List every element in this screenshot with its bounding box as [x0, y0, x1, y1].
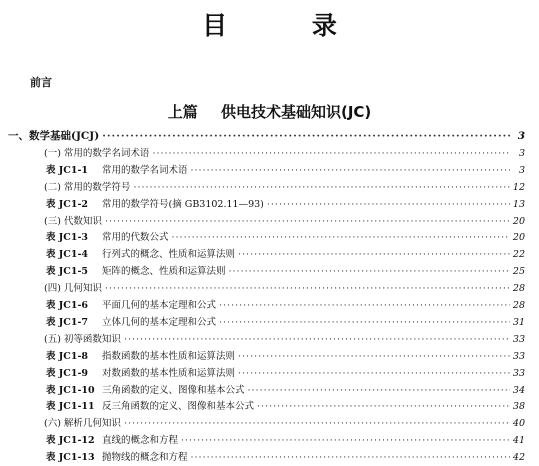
toc-entry[interactable]	[46, 348, 525, 364]
toc-entry-title: 常用的数学符号(摘 GB3102.11—93)	[102, 198, 264, 210]
toc-entry-page-number: 28	[512, 283, 525, 295]
toc-entry-page-number: 40	[512, 418, 525, 430]
preface-link[interactable]: 前言	[30, 76, 52, 89]
toc-entry-number: 表 JC1-7	[46, 316, 89, 328]
toc-entry-number: 表 JC1-13	[46, 452, 95, 464]
toc-leader-dots	[105, 216, 510, 227]
toc-entry-number: 表 JC1-9	[46, 367, 89, 379]
toc-entry-page-number: 3	[517, 130, 525, 142]
toc-entry[interactable]	[46, 449, 525, 465]
toc-entry[interactable]	[46, 365, 525, 381]
toc-leader-dots	[191, 165, 510, 176]
toc-entry-number: 表 JC1-3	[46, 232, 89, 244]
toc-entry-number: 表 JC1-2	[46, 198, 89, 210]
toc-entry-page-number: 42	[512, 452, 525, 464]
toc-leader-dots	[219, 300, 510, 311]
toc-entry-title: 平面几何的基本定理和公式	[102, 300, 217, 311]
toc-entry-page-number: 34	[512, 384, 525, 396]
toc-entry-title: 一、数学基础(JCJ)	[8, 130, 100, 142]
toc-entry[interactable]	[46, 246, 525, 262]
toc-entry-number: 表 JC1-11	[46, 401, 95, 413]
toc-leader-dots	[257, 401, 510, 412]
toc-entry-title: 立体几何的基本定理和公式	[102, 316, 217, 328]
toc-entry[interactable]	[46, 297, 525, 313]
toc-leader-dots	[229, 266, 510, 277]
toc-leader-dots	[238, 351, 510, 362]
toc-entry-title: 常用的数学名词术语	[102, 164, 188, 176]
toc-leader-dots	[124, 334, 510, 345]
toc-entry-number: 表 JC1-8	[46, 350, 89, 362]
toc-entry-number: 表 JC1-6	[46, 300, 89, 311]
toc-entry-title: 行列式的概念、性质和运算法则	[102, 249, 236, 261]
toc-leader-dots	[102, 130, 510, 142]
toc-entry-title: 常用的代数公式	[102, 232, 169, 244]
toc-entry[interactable]	[44, 331, 525, 347]
toc-entry-title: (三) 代数知识	[44, 215, 102, 227]
toc-entry-number: 表 JC1-1	[46, 164, 89, 176]
toc-leader-dots	[105, 283, 510, 294]
toc-entry-page-number: 31	[512, 316, 525, 328]
toc-entry-page-number: 28	[512, 300, 525, 311]
toc-entry-page-number: 20	[512, 215, 525, 227]
toc-entry-page-number: 33	[512, 367, 525, 379]
toc-entry-page-number: 20	[512, 232, 525, 244]
toc-leader-dots	[238, 249, 510, 260]
toc-entry-page-number: 33	[512, 350, 525, 362]
toc-entry-title: 抛物线的概念和方程	[102, 452, 188, 464]
page-title: 目 录	[202, 11, 375, 40]
toc-entry[interactable]	[46, 162, 525, 178]
toc-entry-page-number: 3	[518, 164, 525, 176]
toc-entry-title: 反三角函数的定义、图像和基本公式	[102, 401, 255, 413]
toc-leader-dots	[181, 435, 510, 446]
toc-entry[interactable]	[44, 213, 525, 229]
toc-entry-title: (四) 几何知识	[44, 283, 102, 295]
toc-entry-page-number: 22	[512, 249, 525, 261]
toc-entry[interactable]	[8, 128, 525, 144]
toc-entry-title: 矩阵的概念、性质和运算法则	[102, 266, 226, 278]
toc-entry[interactable]	[44, 415, 525, 431]
toc-entry-title: (六) 解析几何知识	[44, 418, 121, 430]
toc-entry[interactable]	[46, 432, 525, 448]
toc-entry-number: 表 JC1-10	[46, 384, 95, 396]
toc-leader-dots	[248, 385, 510, 396]
toc-entry-page-number: 3	[518, 147, 525, 159]
toc-entry-number: 表 JC1-12	[46, 435, 95, 447]
toc-entry[interactable]	[46, 196, 525, 212]
toc-leader-dots	[172, 232, 510, 243]
toc-entry-page-number: 12	[512, 181, 525, 193]
toc-entry-number: 表 JC1-5	[46, 266, 89, 278]
toc-entry-title: (一) 常用的数学名词术语	[44, 147, 150, 159]
toc-entry-page-number: 38	[512, 401, 525, 413]
toc-entry-page-number: 25	[512, 266, 525, 278]
part-heading	[0, 101, 539, 122]
toc-entry-number: 表 JC1-4	[46, 249, 89, 261]
toc-entry[interactable]	[46, 314, 525, 330]
toc-leader-dots	[219, 317, 510, 328]
toc-entry-title: (五) 初等函数知识	[44, 333, 121, 345]
toc-entry-page-number: 41	[512, 435, 525, 447]
toc-leader-dots	[133, 182, 509, 193]
toc-entry[interactable]	[46, 398, 525, 414]
toc-entry-page-number: 13	[512, 198, 525, 210]
toc-entry[interactable]	[44, 179, 525, 195]
toc-entry-title: 三角函数的定义、图像和基本公式	[102, 384, 245, 396]
toc-leader-dots	[152, 148, 510, 159]
toc-entry[interactable]	[46, 382, 525, 398]
toc-leader-dots	[191, 452, 510, 463]
toc-entry[interactable]	[46, 229, 525, 245]
toc-leader-dots	[238, 368, 510, 379]
toc-entry[interactable]	[44, 145, 525, 161]
toc-entry[interactable]	[44, 280, 525, 296]
toc-entry-page-number: 33	[512, 333, 525, 345]
toc-entry-title: 对数函数的基本性质和运算法则	[102, 367, 236, 379]
toc-leader-dots	[124, 418, 510, 429]
part-label: 上篇	[167, 103, 198, 121]
toc-entry[interactable]	[46, 263, 525, 279]
toc-entry-title: (二) 常用的数学符号	[44, 181, 131, 193]
toc-entry-title: 指数函数的基本性质和运算法则	[102, 350, 236, 362]
part-title: 供电技术基础知识(JC)	[220, 103, 372, 121]
toc-entry-title: 直线的概念和方程	[102, 435, 179, 447]
toc-leader-dots	[267, 199, 510, 210]
